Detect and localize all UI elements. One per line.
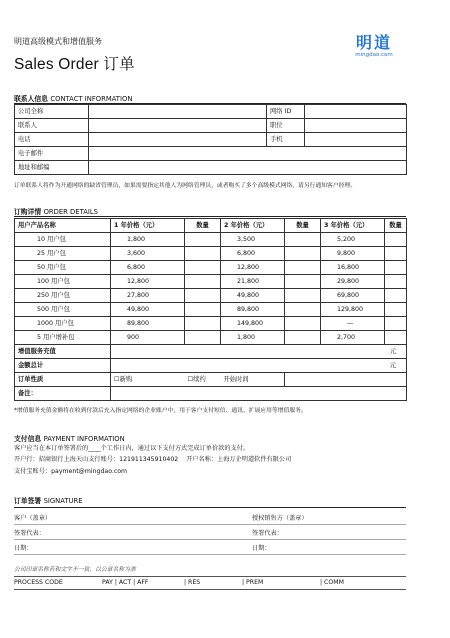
quantity-field[interactable]: [185, 317, 221, 331]
nature-row: [15, 373, 407, 387]
price-cell: 900: [111, 331, 185, 345]
quantity-field[interactable]: [185, 331, 221, 345]
customer-rep-label[interactable]: 签署代表：: [14, 530, 45, 537]
signature-divider: [14, 554, 406, 555]
quantity-field[interactable]: [385, 331, 407, 345]
price-cell: 12,800: [221, 261, 285, 275]
order-section-heading: [14, 206, 98, 216]
vendor-rep-label[interactable]: 签署代表：: [252, 530, 283, 537]
seal-note: 公司印章名称若和文字不一致，以公章名称为准: [14, 567, 136, 573]
process-rule-top: [14, 576, 406, 577]
quantity-field[interactable]: [385, 275, 407, 289]
process-code-row: [14, 578, 406, 588]
remark-row: [15, 387, 407, 401]
customer-date-label[interactable]: 日期：: [14, 545, 33, 552]
renew-checkbox[interactable]: ☐续约: [185, 373, 221, 387]
quantity-field[interactable]: [285, 317, 321, 331]
order-header-cell: 3 年价格（元）: [321, 219, 385, 233]
contact-label: 网络 ID: [267, 105, 305, 119]
price-cell: 16,800: [321, 261, 385, 275]
mingdao-logo: [344, 34, 404, 58]
process-code-label: PROCESS CODE: [14, 579, 63, 586]
contact-heading-en: CONTACT INFORMATION: [50, 95, 133, 103]
contact-row: [15, 147, 407, 161]
value-added-label: 增值服务充值: [15, 345, 111, 359]
contact-label: 地址和邮编: [15, 161, 89, 175]
price-cell: 6,800: [111, 261, 185, 275]
customer-seal-label: 客户（盖章）: [14, 515, 52, 522]
contact-value-field[interactable]: [305, 119, 407, 133]
start-time-label: 开始时间: [221, 373, 285, 387]
signature-section-heading: [14, 495, 83, 505]
quantity-field[interactable]: [185, 303, 221, 317]
price-cell: 27,800: [111, 289, 185, 303]
quantity-field[interactable]: [285, 261, 321, 275]
product-name: 25 用户包: [15, 247, 111, 261]
contact-value-field[interactable]: [305, 133, 407, 147]
order-row: [15, 247, 407, 261]
price-cell: 21,800: [221, 275, 285, 289]
signature-heading-cn: 订单签署: [14, 497, 42, 505]
price-cell: 6,800: [221, 247, 285, 261]
price-cell: 1,800: [221, 331, 285, 345]
quantity-field[interactable]: [185, 247, 221, 261]
contact-row: [15, 105, 407, 119]
order-rule: [14, 216, 406, 217]
order-header-cell: 数量: [185, 219, 221, 233]
quantity-field[interactable]: [385, 289, 407, 303]
total-row: [15, 359, 407, 373]
contact-label: 电话: [15, 133, 89, 147]
order-row: [15, 303, 407, 317]
price-cell: 9,800: [321, 247, 385, 261]
contact-section-heading: [14, 93, 132, 103]
price-cell: —: [321, 317, 385, 331]
contact-value-field[interactable]: [305, 105, 407, 119]
price-cell: 89,800: [221, 303, 285, 317]
price-cell: 49,800: [221, 289, 285, 303]
contact-value-field[interactable]: [89, 147, 407, 161]
contact-label: 公司全称: [15, 105, 89, 119]
currency-label: 元: [389, 348, 396, 355]
order-row: [15, 261, 407, 275]
price-cell: 5,200: [321, 233, 385, 247]
price-cell: 1,800: [111, 233, 185, 247]
product-name: 50 用户包: [15, 261, 111, 275]
contact-value-field[interactable]: [89, 133, 267, 147]
process-comm: | COMM: [320, 579, 344, 586]
order-footnote: *增值服务充值金额将在收到付款后充入指定网络的企业账户中，用于客户支付短信、通讯、扩展应用等增值服务。: [14, 408, 307, 414]
process-res: | RES: [184, 579, 201, 586]
contact-row: [15, 161, 407, 175]
price-cell: 49,800: [111, 303, 185, 317]
price-cell: 3,500: [221, 233, 285, 247]
contact-row: [15, 119, 407, 133]
product-name: 1000 用户包: [15, 317, 111, 331]
payment-heading-cn: 支付信息: [14, 435, 42, 443]
order-header-cell: 1 年价格（元）: [111, 219, 185, 233]
order-row: [15, 331, 407, 345]
contact-note: 订单联系人将作为开通网络的缺省管理员，如果需要指定其他人为网络管理员，或者购买了多个高级模式网络，请另行通知客户经理。: [14, 183, 357, 189]
quantity-field[interactable]: [385, 233, 407, 247]
process-prem: | PREM: [242, 579, 264, 586]
payment-line-alipay: 支付宝账号：payment@mingdao.com: [14, 468, 128, 475]
vendor-seal-label: 授权销售方（盖章）: [252, 515, 308, 522]
payment-heading-en: PAYMENT INFORMATION: [43, 435, 125, 443]
product-name: 500 用户包: [15, 303, 111, 317]
quantity-field[interactable]: [285, 275, 321, 289]
payment-section-heading: [14, 433, 125, 443]
order-header-cell: 用户产品名称: [15, 219, 111, 233]
price-cell: 12,800: [111, 275, 185, 289]
product-name: 10 用户包: [15, 233, 111, 247]
quantity-field[interactable]: [185, 289, 221, 303]
process-rule-bottom: [14, 589, 406, 590]
contact-label: 联系人: [15, 119, 89, 133]
quantity-field[interactable]: [385, 317, 407, 331]
order-row: [15, 317, 407, 331]
quantity-field[interactable]: [285, 247, 321, 261]
product-name: 5 用户增补包: [15, 331, 111, 345]
price-cell: 149,800: [221, 317, 285, 331]
contact-heading-cn: 联系人信息: [14, 95, 48, 103]
price-cell: 29,800: [321, 275, 385, 289]
process-code-table: [14, 578, 406, 588]
signature-divider: [14, 524, 406, 525]
product-name: 100 用户包: [15, 275, 111, 289]
remark-field[interactable]: [111, 387, 407, 401]
logo-text: 明道: [355, 33, 392, 52]
signature-divider: [14, 539, 406, 540]
signature-rule: [14, 507, 406, 508]
quantity-field[interactable]: [285, 331, 321, 345]
new-purchase-checkbox[interactable]: ☐新购: [111, 373, 185, 387]
quantity-field[interactable]: [285, 233, 321, 247]
contact-label: 职位: [267, 119, 305, 133]
quantity-field[interactable]: [185, 233, 221, 247]
total-field: [111, 359, 407, 373]
order-table: [14, 218, 407, 401]
quantity-field[interactable]: [385, 303, 407, 317]
payment-line-terms: 客户应当在本订单签署后的____个工作日内，通过以下支付方式完成订单价款的支付。: [14, 445, 250, 452]
order-row: [15, 233, 407, 247]
contact-row: [15, 133, 407, 147]
order-header-cell: 数量: [285, 219, 321, 233]
nature-label: 订单性质: [15, 373, 111, 387]
price-cell: 69,800: [321, 289, 385, 303]
price-cell: 89,800: [111, 317, 185, 331]
price-cell: 2,700: [321, 331, 385, 345]
currency-label: 元: [389, 362, 396, 369]
order-row: [15, 275, 407, 289]
remark-label: 备注：: [15, 387, 111, 401]
value-added-field[interactable]: [111, 345, 407, 359]
logo-url: mingdao.com: [355, 52, 393, 58]
contact-value-field[interactable]: [89, 119, 267, 133]
document-subtitle: 明道高级模式和增值服务: [14, 37, 102, 46]
contact-value-field[interactable]: [89, 105, 267, 119]
price-cell: 3,600: [111, 247, 185, 261]
start-time-field[interactable]: [285, 373, 407, 387]
quantity-field[interactable]: [185, 275, 221, 289]
quantity-field[interactable]: [385, 261, 407, 275]
order-heading-cn: 订购详情: [14, 208, 42, 216]
vendor-date-label[interactable]: 日期：: [252, 545, 271, 552]
signature-heading-en: SIGNATURE: [43, 497, 83, 505]
contact-label: 手机: [267, 133, 305, 147]
order-header-cell: 数量: [385, 219, 407, 233]
contact-value-field[interactable]: [89, 161, 407, 175]
quantity-field[interactable]: [285, 289, 321, 303]
document-title: Sales Order 订单: [14, 56, 135, 73]
total-label: 金额总计: [15, 359, 111, 373]
price-cell: 129,800: [321, 303, 385, 317]
order-heading-en: ORDER DETAILS: [43, 208, 98, 216]
quantity-field[interactable]: [285, 303, 321, 317]
quantity-field[interactable]: [185, 261, 221, 275]
quantity-field[interactable]: [385, 247, 407, 261]
order-header-cell: 2 年价格（元）: [221, 219, 285, 233]
order-row: [15, 289, 407, 303]
order-header-row: [15, 219, 407, 233]
contact-table: [14, 104, 407, 175]
product-name: 250 用户包: [15, 289, 111, 303]
value-added-row: [15, 345, 407, 359]
contact-label: 电子邮件: [15, 147, 89, 161]
payment-line-bank: 开户行：招商银行上海天山支行账号：121911345910402 开户名称：上海万企明道软件有限公司: [14, 456, 292, 463]
process-pay-act-aff: PAY | ACT | AFF: [102, 579, 149, 586]
